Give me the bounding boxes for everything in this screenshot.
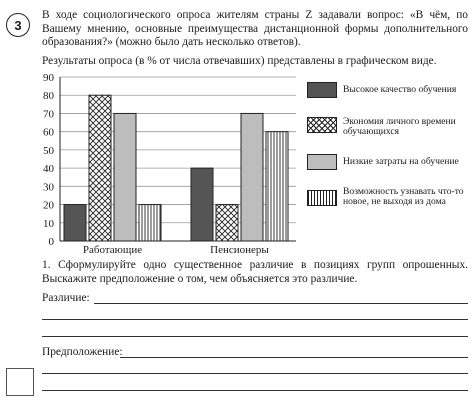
y-tick-label: 70 — [43, 108, 54, 121]
answer-line-4[interactable] — [120, 357, 468, 358]
y-tick-label: 90 — [43, 72, 54, 84]
x-category-label: Пенсионеры — [210, 244, 269, 256]
answer-line-5[interactable] — [42, 373, 468, 374]
chart-caption: Результаты опроса (в % от числа отвечавших) представлены в графическом виде. — [42, 55, 437, 67]
answer-line-2[interactable] — [42, 319, 468, 320]
bar-0-2 — [114, 113, 136, 241]
y-tick-label: 0 — [48, 236, 54, 248]
y-tick-label: 20 — [43, 199, 54, 212]
answer-line-3[interactable] — [42, 336, 468, 337]
bar-0-1 — [89, 95, 111, 241]
y-tick-label: 80 — [43, 90, 54, 103]
assumption-label: Предположение: — [42, 346, 123, 358]
legend-label-quality: Высокое качество обучения — [343, 84, 457, 95]
x-category-label: Работающие — [82, 244, 143, 256]
bar-0-0 — [64, 205, 86, 241]
legend-swatch-learn-new — [307, 190, 337, 206]
legend-swatch-time-saving — [307, 117, 337, 133]
legend-label-low-cost: Низкие затраты на обучение — [343, 156, 459, 167]
score-box — [6, 368, 34, 396]
legend-label-learn-new: Возможность узнавать что-то новое, не выходя из дома — [343, 186, 464, 208]
bar-1-0 — [191, 168, 213, 241]
bar-1-1 — [216, 205, 238, 241]
y-tick-label: 40 — [43, 163, 54, 176]
y-tick-label: 60 — [43, 126, 54, 139]
y-tick-label: 50 — [43, 144, 54, 157]
bar-1-3 — [266, 132, 288, 241]
difference-label: Различие: — [42, 292, 90, 304]
answer-line-6[interactable] — [42, 390, 468, 391]
legend-label-time-saving: Экономия личного времени обучающихся — [343, 116, 456, 138]
bar-0-3 — [139, 205, 161, 241]
y-tick-label: 10 — [43, 217, 54, 230]
y-tick-label: 30 — [43, 181, 54, 194]
task-text: 1. Сформулируйте одно существенное различие в позициях групп опрошенных. Выскажите предположение о том, чем объясняется это различие. — [42, 259, 468, 285]
question-number: 3 — [6, 13, 30, 37]
answer-line-1[interactable] — [94, 303, 468, 304]
question-text: В ходе социологического опроса жителям страны Z задавали вопрос: «В чём, по Вашему мнению, основные преимущества дистанционной формы дополнительного образования?» (можно было дать несколько ответов). — [42, 9, 468, 49]
legend-swatch-quality — [307, 82, 337, 98]
legend-swatch-low-cost — [307, 154, 337, 170]
bar-1-2 — [241, 113, 263, 241]
